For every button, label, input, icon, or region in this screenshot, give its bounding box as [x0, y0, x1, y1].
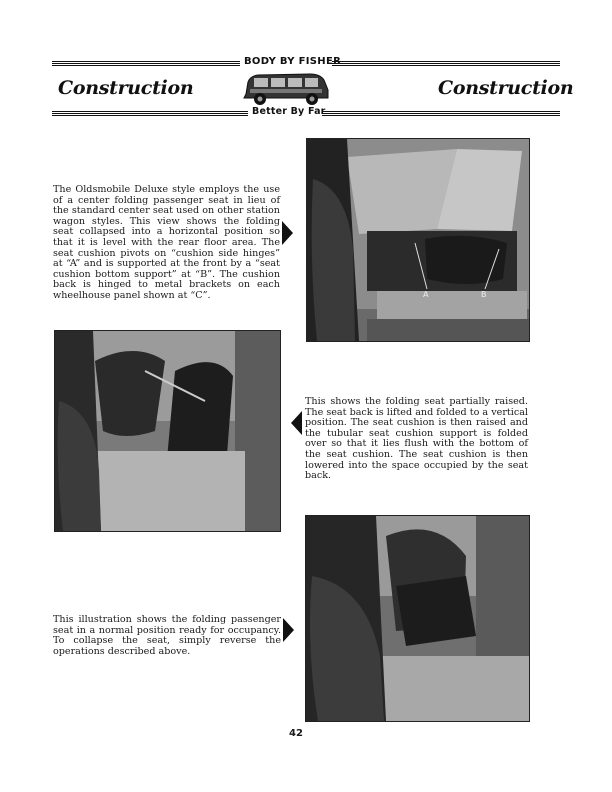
- header-rule-top-left: [52, 61, 240, 67]
- page-number: 42: [289, 728, 303, 739]
- header-right-title: Construction: [438, 77, 574, 99]
- arrow-left-icon: [291, 411, 302, 435]
- photo-label-b: B: [481, 290, 487, 299]
- photo-label-a: A: [423, 290, 429, 299]
- header-rule-bottom-left: [52, 111, 248, 117]
- photo-seat-collapsed: [306, 138, 530, 342]
- caption-seat-collapsed: The Oldsmobile Deluxe style employs the use of a center folding passenger seat in lieu of the standard center seat used on other station wagon styles. This view shows the folding seat collapsed into a horizontal position so that it is level with the rear floor area. The seat cushion pivots on “cushion side hinges” at “A” and is supported at the front by a “seat cushion bottom support” at “B”. The cushion back is hinged to metal brackets on each wheelhouse panel shown at “C”.: [53, 184, 280, 301]
- header-bottom-banner: Better By Far: [252, 106, 326, 117]
- photo-seat-normal-position: [305, 515, 530, 722]
- arrow-right-icon: [282, 221, 293, 245]
- caption-seat-partially-raised: This shows the folding seat partially raised. The seat back is lifted and folded to a vertical position. The seat cushion is then raised and the tubular seat cushion support is folded over so that it lies flush with the bottom of the seat cushion. The seat cushion is then lowered into the space occupied by the seat back.: [305, 396, 528, 482]
- header-left-title: Construction: [58, 77, 194, 99]
- header-rule-top-right: [332, 61, 560, 67]
- station-wagon-logo: [240, 68, 332, 106]
- header-rule-bottom-right: [322, 111, 560, 117]
- arrow-right-icon-bottom: [283, 618, 294, 642]
- header-top-banner: BODY BY FISHER: [244, 56, 342, 67]
- photo-seat-partially-raised: [54, 330, 281, 532]
- caption-seat-normal-position: This illustration shows the folding passenger seat in a normal position ready for occupancy. To collapse the seat, simply reverse the operations described above.: [53, 614, 281, 657]
